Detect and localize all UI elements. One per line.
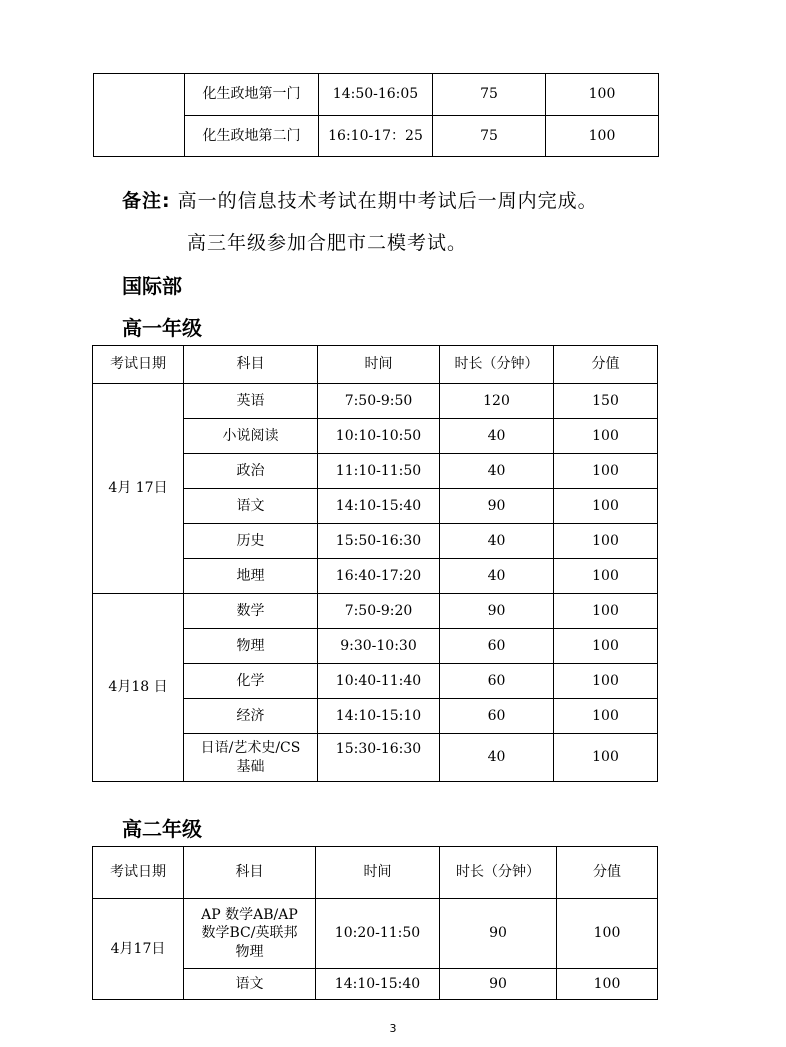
duration-cell: 120 — [440, 384, 554, 419]
score-cell: 100 — [554, 629, 658, 664]
note-label: 备注: — [122, 190, 171, 212]
duration-cell: 75 — [433, 74, 546, 116]
grade2-schedule-table — [92, 846, 658, 1000]
time-cell: 10:40-11:40 — [318, 664, 440, 699]
section-title: 国际部 — [122, 274, 182, 298]
header-duration: 时长（分钟） — [440, 346, 554, 384]
header-score: 分值 — [554, 346, 658, 384]
grade2-title: 高二年级 — [122, 817, 202, 841]
score-cell: 100 — [557, 969, 658, 1000]
duration-cell: 40 — [440, 454, 554, 489]
top-schedule-table — [93, 73, 659, 157]
score-cell: 100 — [554, 419, 658, 454]
time-cell: 7:50-9:20 — [318, 594, 440, 629]
duration-cell: 40 — [440, 559, 554, 594]
subject-cell: 化生政地第一门 — [185, 74, 319, 116]
note-line-1 — [122, 186, 598, 213]
subject-cell: 化学 — [184, 664, 318, 699]
duration-cell: 90 — [440, 594, 554, 629]
time-cell: 14:10-15:10 — [318, 699, 440, 734]
subject-cell: 历史 — [184, 524, 318, 559]
subject-line: 物理 — [235, 943, 264, 960]
subject-cell: 语文 — [184, 969, 316, 1000]
time-cell: 10:20-11:50 — [316, 899, 440, 969]
grade1-schedule-table — [92, 345, 658, 782]
note-text-1: 高一的信息技术考试在期中考试后一周内完成。 — [177, 190, 598, 212]
subject-cell: 地理 — [184, 559, 318, 594]
subject-line: AP 数学AB/AP — [201, 907, 298, 924]
subject-cell: 数学 — [184, 594, 318, 629]
score-cell: 100 — [554, 559, 658, 594]
time-cell: 9:30-10:30 — [318, 629, 440, 664]
duration-cell: 60 — [440, 699, 554, 734]
subject-cell — [184, 734, 318, 782]
table-header-row — [93, 847, 658, 899]
score-cell: 100 — [546, 116, 659, 157]
subject-line: 日语/艺术史/CS — [200, 740, 301, 757]
note-line-2 — [187, 228, 467, 255]
subject-cell: 物理 — [184, 629, 318, 664]
subject-line: 数学BC/英联邦 — [201, 925, 298, 942]
date-cell: 4月18 日 — [93, 594, 184, 782]
duration-cell: 40 — [440, 419, 554, 454]
duration-cell: 40 — [440, 734, 554, 782]
score-cell: 100 — [554, 594, 658, 629]
time-cell: 14:10-15:40 — [318, 489, 440, 524]
date-cell: 4月 17日 — [93, 384, 184, 594]
time-cell: 15:50-16:30 — [318, 524, 440, 559]
time-cell: 14:10-15:40 — [316, 969, 440, 1000]
score-cell: 150 — [554, 384, 658, 419]
header-date: 考试日期 — [93, 346, 184, 384]
duration-cell: 60 — [440, 664, 554, 699]
page-number: 3 — [389, 1022, 397, 1035]
score-cell: 100 — [557, 899, 658, 969]
table-header-row — [93, 346, 658, 384]
header-subject: 科目 — [184, 847, 316, 899]
subject-cell: 小说阅读 — [184, 419, 318, 454]
score-cell: 100 — [554, 524, 658, 559]
duration-cell: 75 — [433, 116, 546, 157]
subject-cell: 英语 — [184, 384, 318, 419]
subject-cell: 经济 — [184, 699, 318, 734]
table-row — [94, 74, 659, 116]
note-text-2: 高三年级参加合肥市二模考试。 — [187, 232, 468, 254]
score-cell: 100 — [554, 699, 658, 734]
score-cell: 100 — [554, 664, 658, 699]
subject-cell: 化生政地第二门 — [185, 116, 319, 157]
table-row — [93, 594, 658, 629]
score-cell: 100 — [546, 74, 659, 116]
header-score: 分值 — [557, 847, 658, 899]
header-time: 时间 — [316, 847, 440, 899]
subject-line: 基础 — [236, 758, 265, 775]
score-cell: 100 — [554, 734, 658, 782]
subject-cell — [184, 899, 316, 969]
header-subject: 科目 — [184, 346, 318, 384]
time-cell: 14:50-16:05 — [319, 74, 433, 116]
table-row — [93, 384, 658, 419]
duration-cell: 90 — [440, 489, 554, 524]
header-duration: 时长（分钟） — [440, 847, 557, 899]
subject-cell: 语文 — [184, 489, 318, 524]
time-cell: 16:40-17:20 — [318, 559, 440, 594]
duration-cell: 60 — [440, 629, 554, 664]
duration-cell: 90 — [440, 899, 557, 969]
table-row — [93, 899, 658, 969]
header-time: 时间 — [318, 346, 440, 384]
header-date: 考试日期 — [93, 847, 184, 899]
time-cell: 15:30-16:30 — [318, 734, 440, 782]
grade1-title: 高一年级 — [122, 316, 202, 340]
date-cell: 4月17日 — [93, 899, 184, 1000]
duration-cell: 40 — [440, 524, 554, 559]
duration-cell: 90 — [440, 969, 557, 1000]
time-cell: 16:10-17：25 — [319, 116, 433, 157]
subject-cell: 政治 — [184, 454, 318, 489]
score-cell: 100 — [554, 489, 658, 524]
time-cell: 11:10-11:50 — [318, 454, 440, 489]
score-cell: 100 — [554, 454, 658, 489]
empty-date-cell — [94, 74, 185, 157]
time-cell: 10:10-10:50 — [318, 419, 440, 454]
time-cell: 7:50-9:50 — [318, 384, 440, 419]
